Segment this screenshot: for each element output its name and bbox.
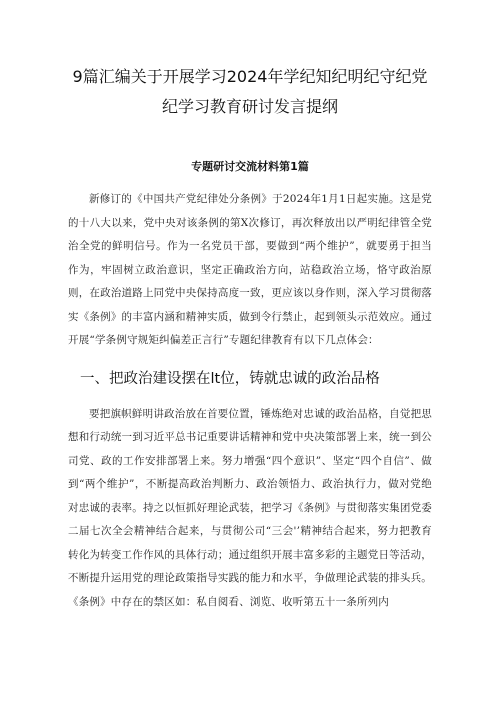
document-title [60,62,440,122]
section-1-paragraph: 要把旗帜鲜明讲政治放在首要位置，锤炼绝对忠诚的政治品格，自觉把思想和行动统一到习近平总书记重要讲话精神和党中央决策部署上来，统一到公司党、政的工作安排部署上来。努力增强“四个意识”、坚定“四个自信”、做到“两个维护”，不断提高政治判断力、政治领悟力、政治执行力，做对党绝对忠诚的表率。持之以恒抓好理论武装，把学习《条例》与贯彻落实集团党委二届七次全会精神结合起来，与贯彻公司“三会'’精神结合起来，努力把教育转化为转变工作作风的具体行动；通过组织开展丰富多彩的主题党日等活动，不断提升运用党的理论政策指导实践的能力和水平，争做理论武装的排头兵。《条例》中存在的禁区如：私自阅看、浏览、收听第五十一条所列内 [68,407,432,608]
title-line-2: 纪学习教育研讨发言提纲 [161,97,338,116]
title-line-1: 9篇汇编关于开展学习2024年学纪知纪明纪守纪党 [72,67,428,86]
intro-paragraph: 新修订的《中国共产党纪律处分条例》于2024年1月1日起实施。这是党的十八大以来，党中央对该条例的第X次修订，再次释放出以严明纪律管全党治全党的鲜明信号。作为一名党员干部，要做到“两个维护”，就要勇于担当作为，牢固树立政治意识，坚定正确政治方向，站稳政治立场，恪守政治原则，在政治道路上同党中央保持高度一致，更应该以身作则，深入学习贯彻落实《条例》的丰富内涵和精神实质，做到令行禁止，起到领头示范效应。通过开展“学条例守规矩纠偏差正言行”专题纪律教育有以下几点体会： [68,193,432,346]
section-subtitle: 专题研讨交流材料第1篇 [191,160,309,173]
section-heading-1: 一、把政治建设摆在lt位，铸就忠诚的政治品格 [80,370,380,387]
